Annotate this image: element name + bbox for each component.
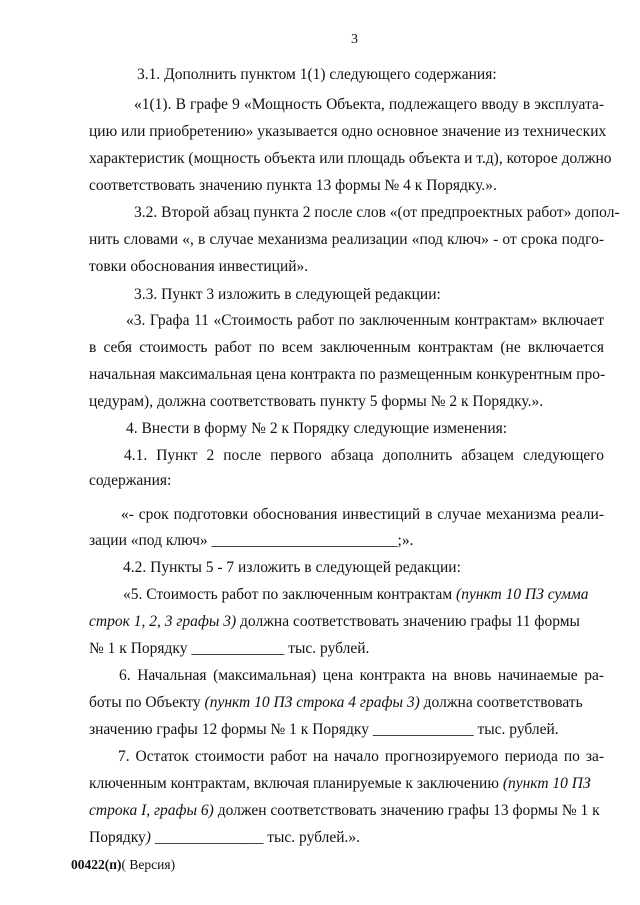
paragraph-3-3-line: в себя стоимость работ по всем заключенным контрактам (не включается <box>89 339 604 356</box>
paragraph-6-line: 6. Начальная (максимальная) цена контракта на вновь начинаемые ра- <box>119 667 604 684</box>
paragraph-7-text: должен соответствовать значению графы 13 формы № 1 к <box>213 802 600 819</box>
paragraph-3-1-line: цию или приобретению» указывается одно основное значение из технических <box>89 123 607 140</box>
paragraph-5-line: № 1 к Порядку ____________ тыс. рублей. <box>89 640 370 657</box>
footer-version: ( Версия) <box>121 857 176 872</box>
paragraph-7-line: 7. Остаток стоимости работ на начало прогнозируемого периода по за- <box>118 748 604 765</box>
paragraph-7-line <box>89 801 600 821</box>
page-number: 3 <box>351 32 358 47</box>
paragraph-6-text: должна соответствовать <box>419 694 583 711</box>
paragraph-7-text: ______________ тыс. рублей.». <box>150 829 361 846</box>
paragraph-3-1-line: характеристик (мощность объекта или площадь объекта и т.д), которое должно <box>89 150 612 167</box>
paragraph-3-2-line: 3.2. Второй абзац пункта 2 после слов «(от предпроектных работ» допол- <box>134 204 620 221</box>
paragraph-4-1-quote-line: зации «под ключ» ________________________;». <box>89 532 414 549</box>
paragraph-3-3-line: «3. Графа 11 «Стоимость работ по заключенным контрактам» включает <box>126 312 604 329</box>
paragraph-6-reference: (пункт 10 ПЗ строка 4 графы 3) <box>204 694 420 711</box>
paragraph-3-1-line: «1(1). В графе 9 «Мощность Объекта, подлежащего вводу в эксплуата- <box>134 96 604 113</box>
paragraph-3-2-line: товки обоснования инвестиций». <box>89 258 309 275</box>
paragraph-5-text: должна соответствовать значению графы 11 формы <box>236 613 580 630</box>
paragraph-5-line <box>123 585 589 605</box>
footer-code: 00422(п) <box>71 857 122 872</box>
paragraph-7-text: ключенным контрактам, включая планируемые к заключению <box>89 775 503 792</box>
paragraph-7-text: Порядку <box>89 829 146 846</box>
paragraph-6-line <box>89 693 583 713</box>
paragraph-4-heading: 4. Внести в форму № 2 к Порядку следующие изменения: <box>126 420 508 437</box>
paragraph-4-2-heading: 4.2. Пункты 5 - 7 изложить в следующей редакции: <box>123 559 461 576</box>
paragraph-4-1-quote-line: «- срок подготовки обоснования инвестиций в случае механизма реали- <box>121 506 604 523</box>
paragraph-5-reference: строк 1, 2, 3 графы 3) <box>89 613 237 630</box>
paragraph-5-line <box>89 612 580 632</box>
paragraph-7-line <box>89 774 591 794</box>
paragraph-3-1-heading: 3.1. Дополнить пунктом 1(1) следующего содержания: <box>137 66 497 83</box>
paragraph-5-reference: (пункт 10 ПЗ сумма <box>456 586 589 603</box>
paragraph-4-1-line: содержания: <box>89 472 172 489</box>
paragraph-5-text: «5. Стоимость работ по заключенным контрактам <box>123 586 457 603</box>
paragraph-6-line: значению графы 12 формы № 1 к Порядку _____________ тыс. рублей. <box>89 721 559 738</box>
paragraph-7-line <box>89 828 360 848</box>
paragraph-7-reference: строка I, графы 6) <box>89 802 214 819</box>
paragraph-3-1-line: соответствовать значению пункта 13 формы № 4 к Порядку.». <box>89 177 497 194</box>
paragraph-7-reference: ) <box>145 829 151 846</box>
paragraph-3-3-heading: 3.3. Пункт 3 изложить в следующей редакции: <box>134 286 441 303</box>
paragraph-3-3-line: цедурам), должна соответствовать пункту 5 формы № 2 к Порядку.». <box>89 393 544 410</box>
footer-document-code <box>71 855 175 875</box>
paragraph-4-1-line: 4.1. Пункт 2 после первого абзаца дополнить абзацем следующего <box>124 447 604 464</box>
paragraph-3-2-line: нить словами «, в случае механизма реализации «под ключ» - от срока подго- <box>89 231 604 248</box>
paragraph-6-text: боты по Объекту <box>89 694 205 711</box>
paragraph-7-reference: (пункт 10 ПЗ <box>502 775 591 792</box>
paragraph-3-3-line: начальная максимальная цена контракта по размещенным конкурентным про- <box>89 366 606 383</box>
